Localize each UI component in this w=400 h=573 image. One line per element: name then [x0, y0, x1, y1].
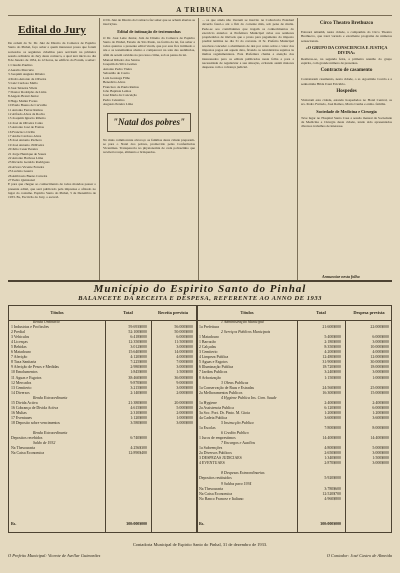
table-header: [9, 306, 391, 321]
juror-name: 16 Francisco Cirillo: [8, 129, 36, 134]
juror-name: 10 Paulo Bueno de Carvalho: [8, 103, 47, 108]
receita-prevista: 1:500$000: [176, 370, 193, 375]
despesa-total: 12:520$700: [322, 491, 341, 496]
footer-note: Contadoria Municipal de Espirito Santo do Pinhal, 31 de dezembro de 1933.: [132, 542, 268, 547]
receita-total: 1:845$000: [130, 370, 147, 375]
column-rule: [297, 18, 298, 280]
witness-name: Francisco de Paula Ramos: [103, 84, 139, 89]
despesa-title: 7 Jardins Publicos: [199, 370, 228, 375]
signature-contador: O Contador: José Castro de Almeida: [326, 553, 392, 558]
despesa-total: 12:480$000: [322, 355, 341, 360]
despesa-title: 4 EVENTUAES: [199, 461, 225, 466]
balance-title: Município do Espirito Santo do Pinhal: [93, 283, 307, 295]
juror-name: 24 Alvaro Vicente Ferreira: [8, 164, 45, 169]
juror-name: 12 Alfredo Alves da Rocha: [8, 111, 45, 116]
despesa-title: 1a Escolas: [199, 425, 216, 430]
receita-prevista: 2:000$000: [176, 410, 193, 415]
receita-title: 8 Taxa Sanitaria: [11, 360, 37, 365]
despesa-prevista: 1:500$000: [372, 456, 389, 461]
despesa-total: 2:400$000: [324, 400, 341, 405]
despesa-total: 4:200$000: [324, 350, 341, 355]
receita-prevista: 3:000$000: [176, 385, 193, 390]
despesa-title: 2a Melhoramentos Publicos: [199, 390, 243, 395]
receita-prevista: 56:000$000: [174, 325, 193, 330]
receita-title: 9 Aferição de Pesos e Medidas: [11, 365, 59, 370]
juror-name: 11 Antonio Ferraz Ramos: [8, 107, 43, 112]
receita-total: 59:693$000: [128, 325, 147, 330]
despesa-total: 1:340$000: [324, 456, 341, 461]
edital-jury-title: Edital do Jury: [18, 24, 86, 36]
juror-name: 2 Aurelio Mercurio: [8, 67, 35, 72]
annuncie-notice: Annunciae nesta folha: [322, 274, 360, 279]
witness-name: Joaquim da Silva Gomes: [103, 62, 137, 67]
despesa-title: 1 Administração Municipal: [221, 320, 264, 324]
juror-name: 4 Pedro Antonio de Oliveira: [8, 76, 47, 81]
despesa-prevista: 14:400$000: [370, 436, 389, 441]
receita-prevista: 9:000$000: [176, 380, 193, 385]
receita-title: 17 Eventuaes: [11, 415, 32, 420]
casamento-title: Contracto de casamento: [320, 68, 373, 74]
despesa-total: 18:720$000: [322, 365, 341, 370]
despesa-title: 2 Serviços Publicos Municipais: [221, 330, 271, 335]
despesa-title: 2 Calçadas: [199, 345, 216, 350]
receita-title: 14 Diversos: [11, 390, 30, 395]
despesa-title: 3 Cemiterio: [199, 350, 218, 355]
juror-name: 13 Joaquim Ignacio Ribeiro: [8, 116, 46, 121]
column-edital-jury: [8, 18, 96, 280]
witness-name: José Maria da Conceição: [103, 93, 137, 98]
receita-prevista: 2:000$000: [176, 390, 193, 395]
despesa-prevista: 18:000$000: [370, 365, 389, 370]
witness-name: Sebastião de Castro: [103, 71, 130, 76]
receita-title: 16 Cobrança de Divida Activa: [11, 405, 59, 410]
balance-subtitle: BALANCETE DA RECEITA E DESPESA, REFERENTE AO ANNO DE 1933: [78, 295, 322, 302]
despesa-total: 1:200$000: [324, 410, 341, 415]
despesa-title: 5 Aguas e Esgotos: [199, 360, 228, 365]
despesa-title: 8 Arborização: [199, 375, 221, 380]
juror-name: 27 Pedro Quinzanal: [8, 178, 35, 183]
despesa-prevista: 15:000$000: [370, 390, 389, 395]
despesa-prevista: 3:000$000: [372, 340, 389, 345]
witness-list: [103, 58, 195, 106]
receita-prevista: 7:000$000: [176, 360, 193, 365]
despesa-prevista: 12:000$000: [370, 355, 389, 360]
juror-name: 19 José Antonio d'Oliveira: [8, 142, 45, 147]
receita-total: 21:380$000: [128, 400, 147, 405]
despesa-title: 4a Cadeia Publica: [199, 415, 228, 420]
witness-name: Luiz Gonzaga Filho: [103, 75, 131, 80]
despesa-title: 1a Prefeitura: [199, 325, 219, 330]
despesa-total: 31:900$000: [322, 360, 341, 365]
column-rule: [198, 18, 199, 280]
hospedes-title: Hospedes: [336, 89, 357, 95]
receita-row: [11, 522, 195, 527]
despesa-title: 1a Subvenções: [199, 446, 223, 451]
receita-total-head: Total: [123, 310, 133, 315]
article-columns: [8, 18, 392, 280]
despesa-total: 14:400$000: [322, 436, 341, 441]
juror-list: [8, 63, 96, 182]
despesa-total: 3:240$000: [324, 370, 341, 375]
juror-name: 1 Claudio Paulino: [8, 63, 33, 68]
edital-jury-intro: De ordem do Sr. Dr. Juiz de Direito da Comarca de Espirito Santo do Pinhal, faço saber a quem interessar possa que foram sorteados os seguintes cidadãos para servirem na primeira sessão ordinária do Jury desta comarca, a qual terá início no dia 8 de Janeiro de 1934, às 12 horas, no edifício do Forum, a saber:: [8, 41, 96, 63]
despesa-title: Depositos restituidos: [199, 476, 232, 481]
signature-prefeito: O Prefeito Municipal: Vicente de Avellar Guimarães: [8, 553, 101, 558]
receita-total: 1:120$000: [130, 415, 147, 420]
juror-name: 22 Antonio Barbosa Lima: [8, 156, 44, 161]
despesa-title: Rs.: [199, 521, 205, 526]
despesa-prevista: 3:000$000: [372, 451, 389, 456]
despesa-prevista: 6:000$000: [372, 405, 389, 410]
despesa-total: 21:600$000: [322, 325, 341, 330]
receita-total: 2:140$000: [130, 390, 147, 395]
juror-name: 20 Julio Cesar Pereira: [8, 147, 38, 152]
despesa-prevista: 30:000$000: [370, 360, 389, 365]
despesa-prevista: 4:000$000: [372, 350, 389, 355]
receita-prevista: 3:000$000: [176, 365, 193, 370]
receita-title: Renda Extraordinaria: [33, 395, 68, 400]
page-header: [8, 4, 392, 16]
despesa-prevista: 5:000$000: [372, 446, 389, 451]
witness-name: Manoel Ribeiro dos Santos: [103, 58, 140, 63]
despesa-title: 1a Conservação de Ruas e Estradas: [199, 385, 254, 390]
despesa-title: 1a Hygiene: [199, 400, 217, 405]
juror-name: 23 Ricardo Geraldo Rodrigues: [8, 160, 50, 165]
despesa-titulos-head: Títulos: [240, 310, 254, 315]
despesa-total: 1:150$000: [324, 375, 341, 380]
juror-name: 15 Antonio José de Freitas: [8, 125, 44, 130]
receita-total: 2:310$000: [130, 410, 147, 415]
receita-title: 4 Licenças: [11, 340, 28, 345]
despesa-total: 2:870$000: [324, 461, 341, 466]
juror-name: 9 Hugo Muller Fortes: [8, 98, 38, 103]
receita-title: Saldo de 1932: [33, 441, 56, 446]
witness-name: Pedro Celestino: [103, 97, 125, 102]
despesa-title: Na Caixa Economica: [199, 491, 233, 496]
column-avisos: [202, 18, 294, 280]
receita-prevista: 4:000$000: [176, 355, 193, 360]
circo-body: Estreará amanhã, nesta cidade, a companhia do Circo Theatro Brethuzco, que trará variado e excellente programa de números sensacionais.: [301, 30, 392, 43]
receita-prevista: 20:000$000: [174, 400, 193, 405]
despesa-title: 6 Illuminação Publica: [199, 365, 234, 370]
intimacao-heading: Edital de intimação de testemunhas: [117, 28, 181, 34]
despesa-total: 7:800$000: [324, 425, 341, 430]
despesa-total: 300:000$000: [320, 521, 341, 526]
despesa-total: 16:300$000: [322, 390, 341, 395]
column-intimacao: [103, 18, 195, 280]
receita-prevista: 3:000$000: [176, 345, 193, 350]
masthead: A TRIBUNA: [176, 5, 224, 14]
receita-title: 3 Vehiculos: [11, 335, 30, 340]
grupo-title: «O GRUPO DA CONSCIENCIA E JUSTIÇA DIVINA»: [305, 44, 388, 55]
juror-name: 6 José Teixeira Vilela: [8, 85, 38, 90]
grupo-body: Realizou-se, na segunda feira, a primeira reunião do grupo espirita, com grande número de presentes.: [301, 56, 392, 66]
circo-title: Circo Theatro Brethuzco: [319, 21, 374, 26]
receita-prevista: 5:000$000: [176, 405, 193, 410]
receita-title: 15 Divida Activa: [11, 400, 38, 405]
despesa-prevista: 1:200$000: [372, 410, 389, 415]
receita-total: 4:256$300: [130, 446, 147, 451]
receita-title: 2 Predial: [11, 330, 25, 335]
receita-total: 6:740$000: [130, 436, 147, 441]
juror-name: 7 Doutor Rodolpho de Lima: [8, 89, 47, 94]
receita-prevista: 50:000$000: [174, 330, 193, 335]
despesa-total: 5:400$000: [324, 335, 341, 340]
receita-total: 300:000$000: [126, 521, 147, 526]
juror-name: 21 Jorge Henrique de Souza: [8, 151, 47, 156]
despesa-title: 9 Saldos para 1934: [221, 481, 252, 486]
juror-name: 14 José de Oliveira Canto: [8, 120, 44, 125]
witness-name: Antonio Pedro Vieira: [103, 66, 132, 71]
despesa-title: 1 Barracão: [199, 340, 216, 345]
hospedes-body: Visitaram esta cidade, estando hospedados no Hotel Central, os srs. Pedro Furtado, José Ramos, Mario Cunha e exma. família.: [301, 98, 392, 107]
natal-dos-pobres-heading: "Natal dos pobres": [107, 113, 191, 132]
receita-prevista-head: Receita prevista: [157, 310, 189, 315]
despesa-title: 3a Soc. Port. Dr. Pinto. M. Gioia: [199, 410, 250, 415]
receita-title: 5 Bebidas: [11, 345, 27, 350]
natal-body: No mais commovente alvoroço as famílias desta cidade preparam-se para o Natal dos pobres, promovido pelas Conferências Vicentinas. Transparecia no physionomia de cada pobrezinho que receberá roupa, alimento e brinquedos.: [103, 137, 195, 155]
despesa-title: No Banco Francez e Italiano: [199, 496, 244, 501]
receita-title: 6 Matadouro: [11, 350, 31, 355]
juror-name: 8 Angelo Brand Junior: [8, 94, 39, 99]
signatures: [8, 553, 392, 558]
juror-name: 17 Andre Cardoso Alves: [8, 133, 42, 138]
despesa-prevista: 3:600$000: [372, 415, 389, 420]
receita-title: Na Thesouraria: [11, 446, 36, 451]
receita-title: 10 Emolumentos: [11, 370, 38, 375]
despesa-title: 4 Hygiene Publica Ins. Com. Saude: [221, 395, 277, 400]
juror-name: 3 Joaquim Augusto Ribeiro: [8, 72, 46, 77]
receita-title: Renda Extraordinaria: [33, 431, 68, 436]
juror-name: 18 José Antonio Pacheco: [8, 138, 42, 143]
column-rule: [99, 18, 100, 280]
receita-total: 4:120$000: [130, 355, 147, 360]
edital-jury-outro: E para que chegue ao conhecimento de todos mandou passar o presente edital, que será publicado pela imprensa e afixado no lugar do costume. Espirito Santo do Pinhal, 5 de Dezembro de 1933. Eu, Escrivão do Jury, o escrevi.: [8, 182, 96, 200]
receita-title: 7 Aferição: [11, 355, 28, 360]
despesa-total: 2:180$000: [324, 340, 341, 345]
despesa-title: 6 Credito Publico: [221, 431, 249, 436]
despesa-title: 2a Diversos Publicos: [199, 451, 232, 456]
despesa-title: Na Thesouraria: [199, 486, 224, 491]
despesa-title: 3 DESPEZAS JUDICIAES: [199, 456, 242, 461]
despesa-prevista: 2:400$000: [372, 400, 389, 405]
receita-total: 38:460$000: [128, 375, 147, 380]
center-divider: [197, 306, 198, 532]
receita-title: 16 Multas: [11, 410, 27, 415]
receita-title: 1 Industrias e Profissões: [11, 325, 49, 330]
despesa-prevista: 22:000$000: [370, 325, 389, 330]
despesa-total: 8:350$000: [324, 345, 341, 350]
receita-total: 3:215$000: [130, 385, 147, 390]
receita-total: 6:418$000: [130, 335, 147, 340]
receita-total: 15:640$000: [128, 350, 147, 355]
despesa-rows: [199, 320, 391, 532]
col2-top-text: O Dr. Juiz de Direito da Comarca faz saber que se acham abertas as inscrições.: [103, 18, 195, 27]
despesa-total: 3:600$000: [324, 415, 341, 420]
despesa-total: 5:920$000: [324, 476, 341, 481]
receita-total: 12:350$000: [128, 340, 147, 345]
receita-prevista: 36:000$000: [174, 375, 193, 380]
receita-title: 12 Mercados: [11, 380, 32, 385]
witness-name: Benedicto Alves: [103, 80, 126, 85]
column-noticias: [301, 18, 392, 280]
avisos-body: ... os que ainda não tiverem se inscrito na Collectoria Estadual deverão fazel-o até o fim do corrente mês, sob pena de multa. Pede-se aos contribuintes que tragam os conhecimentos do exercício anterior. A Prefeitura Municipal avisa aos senhores proprietários de imóveis que o prazo para pagamento do imposto predial termina no dia 31 do corrente. O Sr. Prefeito Municipal resolveu conceder o abatimento de dez por cento sobre o valor dos impostos pagos até aquela data, ficando os retardatários sujeitos às multas regulamentares. Esta Prefeitura chama a atenção dos interessados para os editais publicados nesta folha e para a necessidade de regularizar a sua situação, evitando assim maiores despesas com a cobrança judicial.: [202, 18, 294, 70]
despesa-prevista-head: Despesa prevista: [353, 310, 385, 315]
receita-title: Renda Ordinaria: [33, 320, 60, 324]
receita-title: 11 Aguas e Esgotos: [11, 375, 42, 380]
juror-name: 25 Lucinio Guerra: [8, 169, 34, 174]
balancete-section: [8, 283, 392, 541]
witness-name: João Baptista Lemos: [103, 88, 132, 93]
receita-prevista: 6:000$000: [176, 335, 193, 340]
despesa-prevista: 10:000$000: [370, 345, 389, 350]
despesa-title: 1 Juros de emprestimos: [199, 436, 236, 441]
despesa-prevista: 8:000$000: [372, 425, 389, 430]
receita-prevista: 11:500$000: [174, 340, 193, 345]
despesa-total: 4:800$000: [324, 446, 341, 451]
receita-total: 2:980$000: [130, 365, 147, 370]
despesa-title: 4 Limpeza Publica: [199, 355, 229, 360]
casamento-body: Contrataram casamento, nesta cidade, o sr. Agostinho Corrêa e a senhorinha Hilda Ivani Ericidrio.: [301, 77, 392, 86]
receita-prevista: 3:000$000: [176, 420, 193, 425]
receita-total: 9:870$000: [130, 380, 147, 385]
despesa-prevista: 3:000$000: [372, 370, 389, 375]
balance-table: [8, 305, 392, 533]
despesa-title: 2a Assistencia Publica: [199, 405, 234, 410]
despesa-row: [199, 522, 391, 527]
sociedade-title: Sociedade de Medicina e Cirurgia: [316, 108, 377, 114]
intimacao-body: O Dr. José Leite Junior, Juiz de Direito da Comarca de Espirito Santo do Pinhal, Estado de São Paulo, na forma da lei, faz saber a todos quantos o presente edital virem, que por este fica intimado o réu e as testemunhas abaixo a comparecer na sala das audiências, afim de serem ouvidas no processo crime, sob as penas da lei.: [103, 35, 195, 57]
despesa-prevista: 25:000$000: [370, 385, 389, 390]
despesa-prevista: 3:000$000: [372, 461, 389, 466]
despesa-total: 24:560$000: [322, 385, 341, 390]
receita-title: 13 Cemiterio: [11, 385, 32, 390]
receita-prevista: 1:000$000: [176, 415, 193, 420]
despesa-total: 6:120$000: [324, 405, 341, 410]
despesa-title: 8 Despesas Extraordinarias: [221, 471, 265, 476]
receita-prevista: 14:000$000: [174, 350, 193, 355]
receita-title: 18 Deposito sobre vencimentos: [11, 420, 60, 425]
despesa-total-head: Total: [316, 310, 326, 315]
receita-total: 3:012$000: [130, 345, 147, 350]
receita-total: 52:100$000: [128, 330, 147, 335]
despesa-title: 5 Instrucção Publica: [221, 420, 254, 425]
receita-titulos-head: Títulos: [50, 310, 64, 315]
receita-rows: [11, 320, 195, 532]
receita-total: 12:890$400: [128, 451, 147, 456]
witness-name: Augusto Pereira Lima: [103, 102, 133, 107]
juror-name: 5 Luiz Cardoso Mello: [8, 81, 38, 86]
despesa-total: 4:960$800: [324, 496, 341, 501]
receita-title: Rs.: [11, 521, 17, 526]
despesa-prevista: 1:000$000: [372, 375, 389, 380]
receita-title: Na Caixa Economica: [11, 451, 45, 456]
juror-name: 26 Ambrosio Bueno Carreira: [8, 173, 48, 178]
despesa-total: 3:780$600: [324, 486, 341, 491]
despesa-title: 1 Matadouro: [199, 335, 219, 340]
receita-total: 7:225$000: [130, 360, 147, 365]
despesa-title: 3 Obras Publicas: [221, 380, 249, 385]
sociedade-body: Teve lugar no Hospital Santa Casa a sessão mensal da Sociedade de Medicina e Cirurgia desta cidade, tendo sido apresentados diversos trabalhos de interesse.: [301, 115, 392, 129]
receita-title: Depositos recebidos: [11, 436, 43, 441]
despesa-prevista: 6:000$000: [372, 335, 389, 340]
receita-total: 4:615$000: [130, 405, 147, 410]
despesa-total: 2:650$000: [324, 451, 341, 456]
despesa-title: 7 Encargos e Auxilios: [221, 441, 256, 446]
receita-total: 3:580$000: [130, 420, 147, 425]
